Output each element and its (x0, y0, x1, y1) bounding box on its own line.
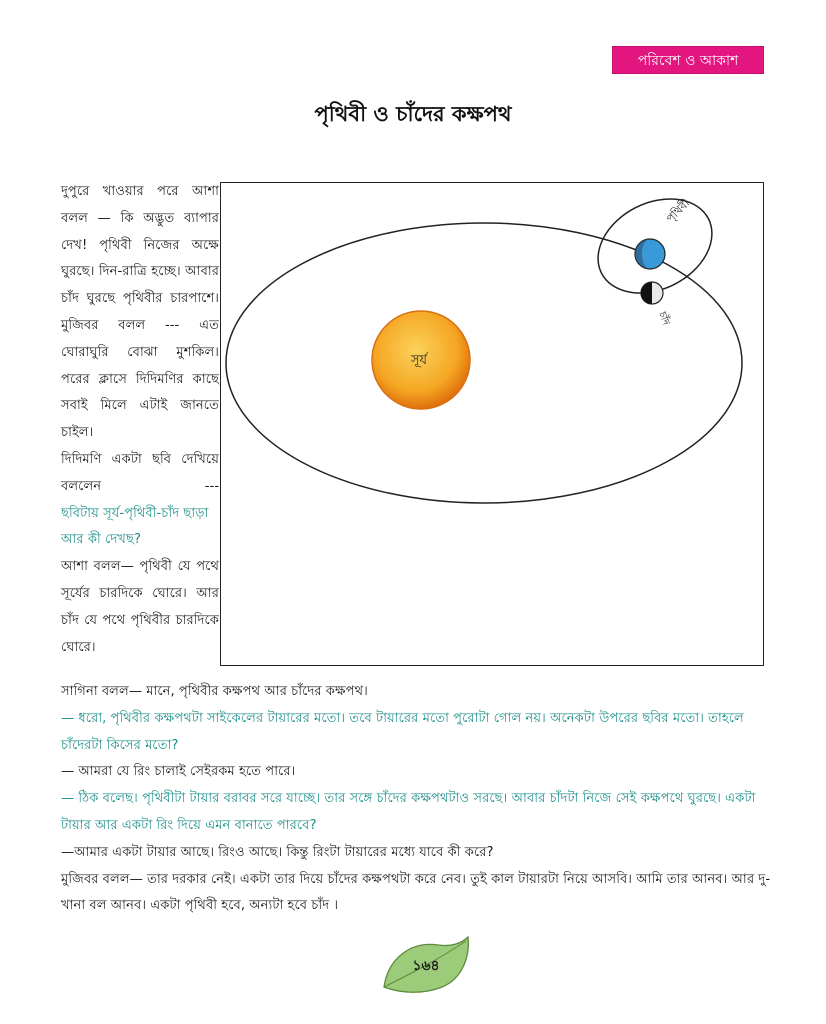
sun-label: সূর্য (410, 353, 428, 368)
earth-label: পৃথিবী (663, 196, 693, 226)
left-column-text (61, 179, 219, 661)
chapter-tag: পরিবেশ ও আকাশ (612, 46, 764, 74)
dialogue-line: — ঠিক বলেছ। পৃথিবীটা টায়ার বরাবর সরে যাচ্ছে। তার সঙ্গে চাঁদের কক্ষপথটাও সরছে। আবার চাঁদটা নিজে সেই কক্ষপথে ঘুরছে। একটা টায়ার আর একটা রিং দিয়ে এমন বানাতে পারবে? (61, 791, 756, 833)
paragraph-question: ছবিটায় সূর্য-পৃথিবী-চাঁদ ছাড়া আর কী দেখছ? (61, 505, 209, 548)
orbit-diagram (220, 182, 764, 666)
dialogue-line: —আমার একটা টায়ার আছে। রিংও আছে। কিন্তু রিংটা টায়ারের মধ্যে যাবে কী করে? (61, 844, 494, 860)
page-number: ১৬৪ (412, 958, 440, 974)
dialogue-text (61, 679, 773, 920)
earth-orbit (226, 223, 742, 503)
paragraph-didimoni: দিদিমণি একটা ছবি দেখিয়ে বললেন --- (61, 451, 219, 494)
page-number-leaf (380, 935, 472, 997)
paragraph-asha-answer: আশা বলল— পৃথিবী যে পথে সূর্যের চারদিকে ঘোরে। আর চাঁদ যে পথে পৃথিবীর চারদিকে ঘোরে। (61, 559, 219, 655)
dialogue-line: — আমরা যে রিং চালাই সেইরকম হতে পারে। (61, 764, 296, 780)
moon-label: চাঁদ (656, 310, 672, 327)
paragraph-asha-intro: দুপুরে খাওয়ার পরে আশা বলল — কি অদ্ভুত ব্যাপার দেখ! পৃথিবী নিজের অক্ষে ঘুরছে। দিন-রাত্রি হচ্ছে। আবার চাঁদ ঘুরছে পৃথিবীর চারপাশে। (61, 184, 219, 307)
dialogue-line: সাগিনা বলল— মানে, পৃথিবীর কক্ষপথ আর চাঁদের কক্ষপথ। (61, 684, 368, 699)
page-title: পৃথিবী ও চাঁদের কক্ষপথ (314, 102, 512, 126)
paragraph-mujibar: মুজিবর বলল --- এত ঘোরাঘুরি বোঝা মুশকিল। পরের ক্লাসে দিদিমণির কাছে সবাই মিলে এটাই জানতে চাইল। (61, 317, 219, 441)
moon-shadow (641, 282, 652, 304)
dialogue-line: মুজিবর বলল— তার দরকার নেই। একটা তার দিয়ে চাঁদের কক্ষপথটা করে নেব। তুই কাল টায়ারটা নিয়ে আসবি। আমি তার আনব। আর দু-খানা বল আনব। একটা পৃথিবী হবে, অন্যটা হবে চাঁদ । (61, 871, 771, 914)
dialogue-line: — ধরো, পৃথিবীর কক্ষপথটা সাইকেলের টায়ারের মতো। তবে টায়ারের মতো পুরোটা গোল নয়। অনেকটা উপরের ছবির মতো। তাহলে চাঁদেরটা কিসের মতো? (61, 710, 744, 753)
